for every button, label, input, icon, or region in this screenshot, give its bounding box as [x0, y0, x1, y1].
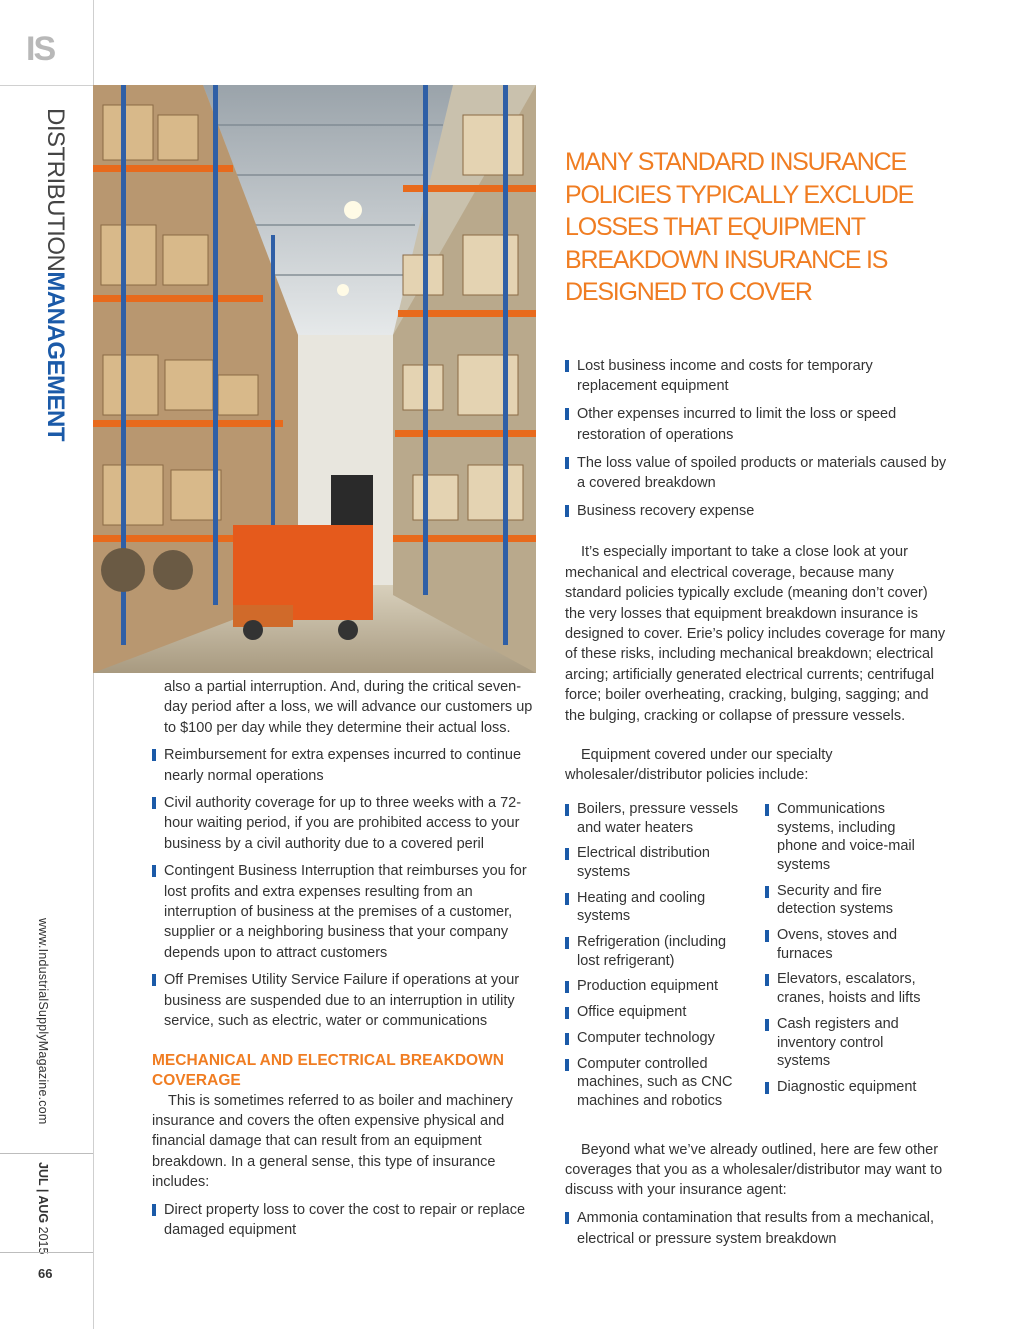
right-column	[565, 356, 949, 1249]
list-item: Computer controlled machines, such as CNC machines and robotics	[565, 1055, 751, 1111]
list-item: Electrical distribution systems	[565, 844, 751, 881]
body-paragraph: It’s especially important to take a close look at your mechanical and electrical coverage, because many standard policies typically exclude (meaning don’t cover) the very losses that equipment breakdown insurance is designed to cover. Erie’s policy includes coverage for many of these risks, including mechanical breakdown; electrical arcing; artificially generated electrical currents; centrifugal force; boiler overheating, cracking, bulging, sagging; and the bulging, cracking or collapse of pressure vessels.	[565, 544, 946, 724]
body-paragraph: Equipment covered under our specialty wholesaler/distributor policies include:	[565, 747, 833, 784]
list-item: Direct property loss to cover the cost to repair or replace damaged equipment	[152, 1200, 538, 1241]
issue-divider-bottom	[0, 1252, 93, 1253]
list-item: Communications systems, including phone and voice-mail systems	[765, 800, 939, 875]
body-paragraph: Beyond what we’ve already outlined, here are few other coverages that you as a wholesaler/distributor may want to discuss with your insurance agent:	[565, 1141, 943, 1199]
section-title	[43, 108, 67, 441]
equipment-list	[565, 800, 949, 1111]
list-item: Ammonia contamination that results from a mechanical, electrical or pressure system breakdown	[565, 1208, 949, 1249]
list-item: Lost business income and costs for temporary replacement equipment	[565, 356, 949, 397]
list-item: Computer technology	[565, 1029, 751, 1048]
issue-date	[36, 1162, 50, 1254]
list-item: Ovens, stoves and furnaces	[765, 926, 939, 963]
list-item: Heating and cooling systems	[565, 889, 751, 926]
list-item: The loss value of spoiled products or materials caused by a covered breakdown	[565, 453, 949, 494]
issue-months: JUL | AUG	[36, 1162, 50, 1224]
list-item: Contingent Business Interruption that reimburses you for lost profits and extra expenses resulting from an interruption of business at the premises of a customer, supplier or a neighboring business that your company depends upon to attract customers	[152, 861, 538, 963]
equipment-list-column-1	[565, 800, 751, 1111]
body-paragraph: This is sometimes referred to as boiler and machinery insurance and covers the often expensive physical and financial damage that can result from an equipment breakdown. In a general sense, this type of insurance includes:	[152, 1092, 513, 1191]
website-url: www.IndustrialSupplyMagazine.com	[36, 918, 50, 1125]
issue-divider-top	[0, 1153, 93, 1154]
list-item: Elevators, escalators, cranes, hoists and lifts	[765, 970, 939, 1007]
left-column	[152, 677, 538, 1240]
list-item: Office equipment	[565, 1003, 751, 1022]
list-item: Other expenses incurred to limit the loss or speed restoration of operations	[565, 404, 949, 445]
list-item: Business recovery expense	[565, 501, 949, 521]
continued-paragraph: also a partial interruption. And, during the critical seven-day period after a loss, we will advance our customers up to $100 per day while they determine their actual loss.	[164, 679, 533, 736]
section-title-light: DISTRIBUTION	[42, 108, 69, 272]
coverage-list	[565, 356, 949, 521]
list-item: Civil authority coverage for up to three weeks with a 72-hour waiting period, if you are prohibited access to your business by a civil authority due to a covered peril	[152, 793, 538, 854]
list-item: Diagnostic equipment	[765, 1078, 939, 1097]
magazine-logo: IS	[26, 30, 55, 68]
list-item: Boilers, pressure vessels and water heaters	[565, 800, 751, 837]
issue-year: 2015	[36, 1226, 50, 1255]
list-item: Production equipment	[565, 977, 751, 996]
list-item: Off Premises Utility Service Failure if operations at your business are suspended due to an interruption in utility service, such as electric, water or communications	[152, 970, 538, 1031]
list-item: Security and fire detection systems	[765, 882, 939, 919]
section-subheading: MECHANICAL AND ELECTRICAL BREAKDOWN COVERAGE	[152, 1051, 504, 1089]
page-number: 66	[38, 1266, 53, 1281]
warehouse-photo	[93, 85, 536, 673]
equipment-list-column-2	[765, 800, 939, 1111]
logo-divider	[0, 85, 93, 86]
sidebar	[0, 0, 94, 1329]
section-title-bold: MANAGEMENT	[42, 271, 69, 441]
list-item: Refrigeration (including lost refrigerant)	[565, 933, 751, 970]
list-item: Reimbursement for extra expenses incurred to continue nearly normal operations	[152, 745, 538, 786]
pull-quote-headline: MANY STANDARD INSURANCE POLICIES TYPICALLY EXCLUDE LOSSES THAT EQUIPMENT BREAKDOWN INSURANCE IS DESIGNED TO COVER	[565, 148, 914, 306]
list-item: Cash registers and inventory control systems	[765, 1015, 939, 1071]
warehouse-illustration	[93, 85, 536, 673]
